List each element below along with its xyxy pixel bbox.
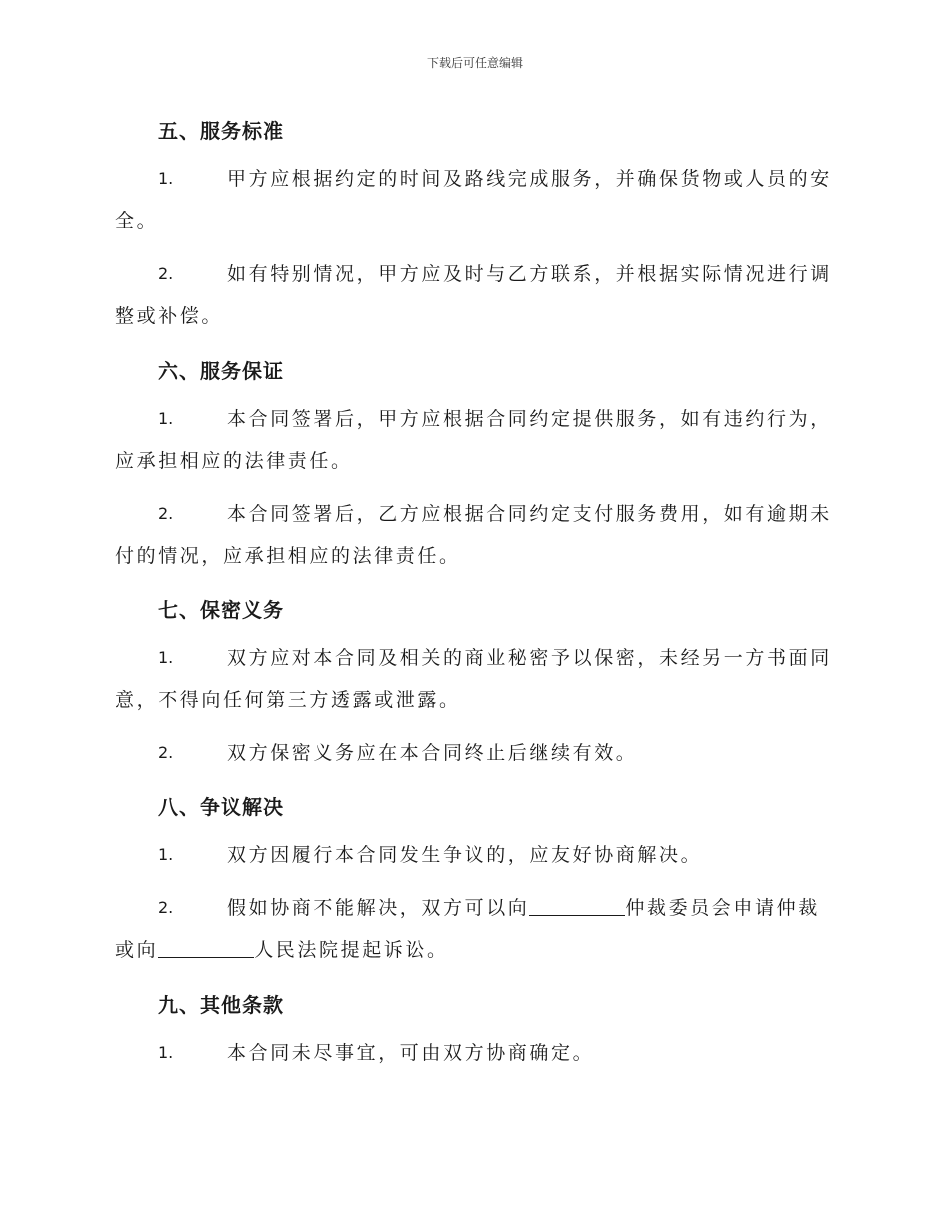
clause-text-continued: 付的情况，应承担相应的法律责任。 xyxy=(115,545,461,567)
section-heading: 九、其他条款 xyxy=(158,993,284,1017)
section-heading: 六、服务保证 xyxy=(158,359,284,383)
clause-number: 1. xyxy=(158,648,174,667)
clause-text: 本合同签署后，甲方应根据合同约定提供服务，如有违约行为， xyxy=(227,408,832,430)
clause-text-continued: 全。 xyxy=(115,210,159,232)
clause-number: 1. xyxy=(158,409,174,428)
clause-item xyxy=(115,158,833,242)
clause-text: 甲方应根据约定的时间及路线完成服务，并确保货物或人员的安 xyxy=(227,168,832,190)
section-heading: 五、服务标准 xyxy=(158,119,284,143)
clause-number: 1. xyxy=(158,1043,174,1062)
clause-number: 1. xyxy=(158,169,174,188)
clause-text-continued: 应承担相应的法律责任。 xyxy=(115,450,353,472)
clause-item xyxy=(115,398,833,482)
clause-item xyxy=(115,253,833,337)
fill-in-blank-arbitration[interactable] xyxy=(529,889,625,916)
clause-number: 2. xyxy=(158,743,174,762)
clause-text-continued: 人民法院提起诉讼。 xyxy=(254,939,449,961)
clause-number: 1. xyxy=(158,845,174,864)
clause-text: 如有特别情况，甲方应及时与乙方联系，并根据实际情况进行调 xyxy=(227,263,832,285)
fill-in-blank-court[interactable] xyxy=(158,931,254,958)
clause-item xyxy=(115,493,833,577)
page-header: 下载后可任意编辑 xyxy=(426,56,523,70)
clause-number: 2. xyxy=(158,504,174,523)
clause-text: 本合同签署后，乙方应根据合同约定支付服务费用，如有逾期未 xyxy=(227,503,832,525)
clause-item xyxy=(115,637,833,721)
clause-number: 2. xyxy=(158,898,174,917)
section-heading: 八、争议解决 xyxy=(158,795,284,819)
clause-number: 2. xyxy=(158,264,174,283)
clause-text: 双方因履行本合同发生争议的，应友好协商解决。 xyxy=(227,844,703,866)
clause-text-continued: 意，不得向任何第三方透露或泄露。 xyxy=(115,689,461,711)
clause-item xyxy=(115,834,833,876)
clause-text: 仲裁委员会申请仲裁 xyxy=(625,897,820,919)
clause-text: 双方应对本合同及相关的商业秘密予以保密，未经另一方书面同 xyxy=(227,647,832,669)
clause-text-continued: 整或补偿。 xyxy=(115,305,224,327)
clause-text: 双方保密义务应在本合同终止后继续有效。 xyxy=(227,742,638,764)
clause-text-continued: 或向 xyxy=(115,939,159,961)
clause-item xyxy=(115,732,833,774)
clause-item xyxy=(115,1032,833,1074)
section-heading: 七、保密义务 xyxy=(158,598,284,622)
clause-item xyxy=(115,887,833,971)
clause-text: 本合同未尽事宜，可由双方协商确定。 xyxy=(227,1042,595,1064)
clause-text: 假如协商不能解决，双方可以向 xyxy=(227,897,530,919)
